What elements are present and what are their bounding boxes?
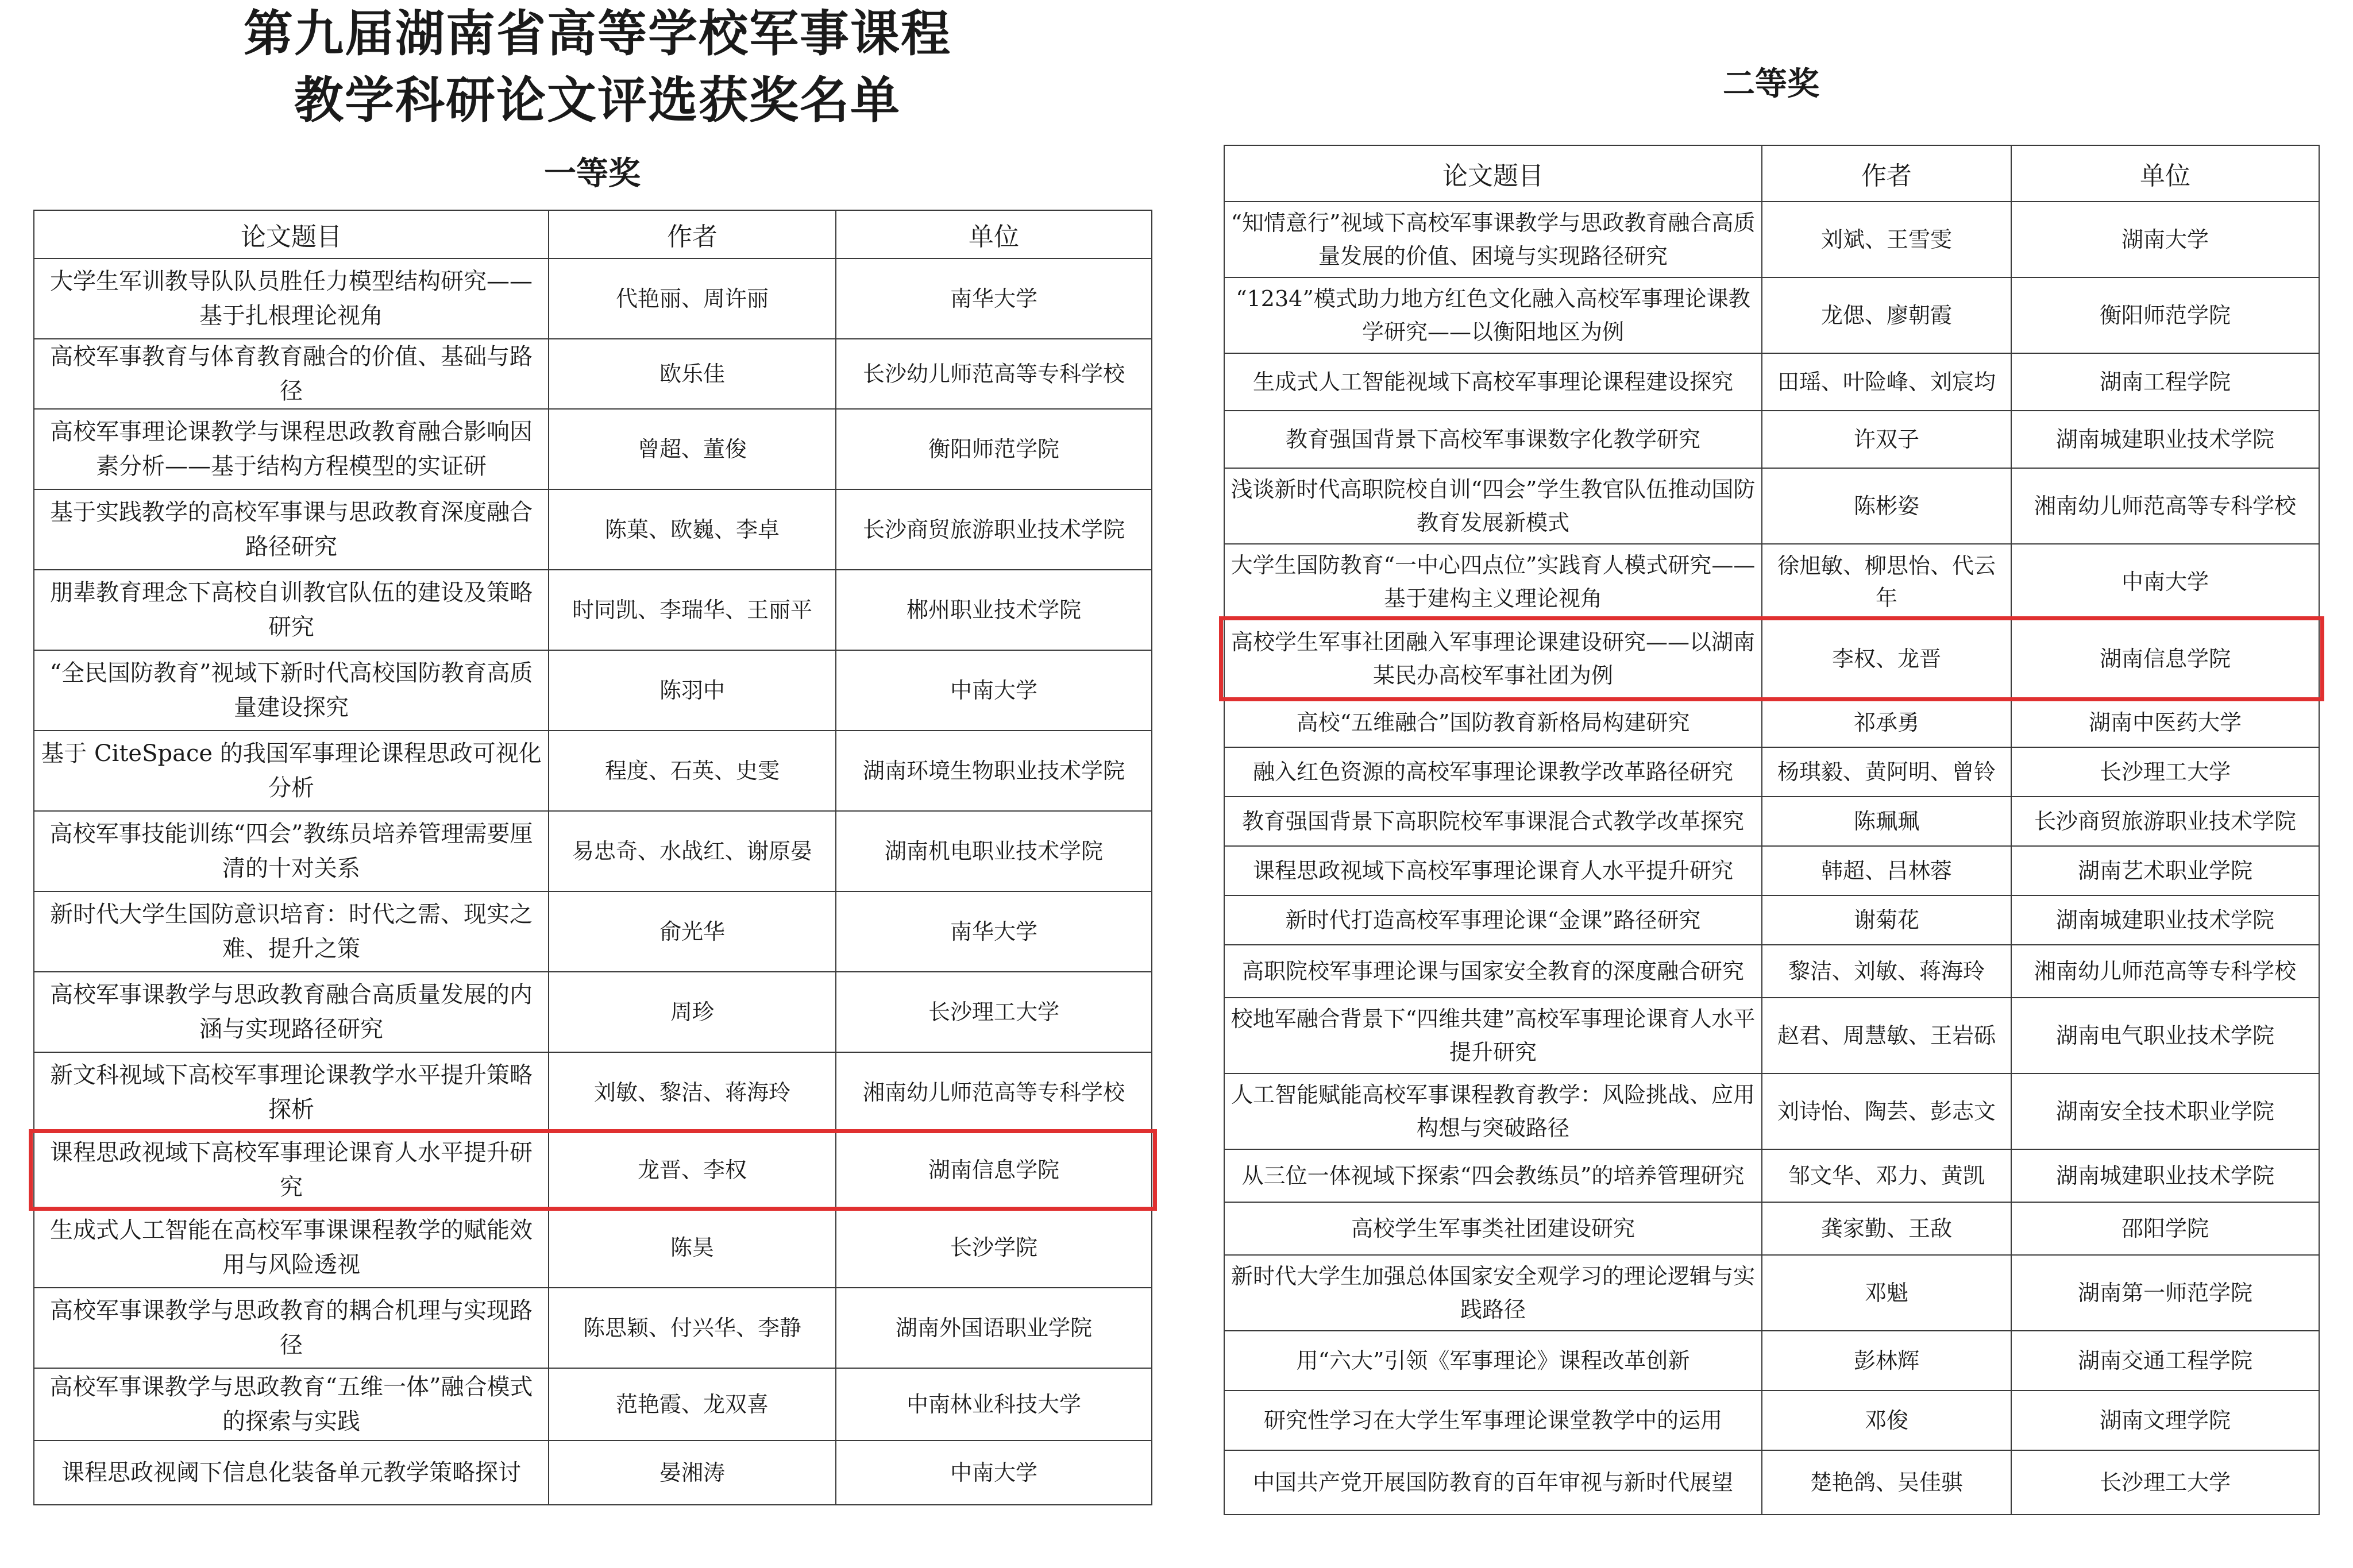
authors-cell: 欧乐佳 <box>549 339 836 409</box>
table-row <box>34 339 1152 409</box>
unit-cell: 衡阳师范学院 <box>2011 277 2319 353</box>
table-row <box>1224 1149 2319 1202</box>
unit-cell: 湖南信息学院 <box>2011 620 2319 698</box>
paper-title-cell: 用“六大”引领《军事理论》课程改革创新 <box>1224 1331 1762 1391</box>
table-row <box>1224 1331 2319 1391</box>
paper-title-cell: 高校军事课教学与思政教育“五维一体”融合模式的探索与实践 <box>34 1368 549 1440</box>
table-row <box>1224 468 2319 544</box>
unit-cell: 湖南机电职业技术学院 <box>836 811 1152 891</box>
paper-title-cell: 新文科视域下高校军事理论课教学水平提升策略探析 <box>34 1052 549 1133</box>
second-prize-table <box>1224 145 2320 1515</box>
authors-cell: 龙晋、李权 <box>549 1133 836 1207</box>
paper-title-cell: 生成式人工智能在高校军事课课程教学的赋能效用与风险透视 <box>34 1207 549 1288</box>
authors-cell: 杨琪毅、黄阿明、曾铃 <box>1762 747 2011 797</box>
unit-cell: 湖南安全技术职业学院 <box>2011 1073 2319 1149</box>
paper-title-cell: 大学生国防教育“一中心四点位”实践育人模式研究——基于建构主义理论视角 <box>1224 544 1762 620</box>
table-row <box>1224 202 2319 277</box>
unit-cell: 湖南大学 <box>2011 202 2319 277</box>
first-prize-heading: 一等奖 <box>544 155 641 192</box>
paper-title-cell: 高校军事教育与体育教育融合的价值、基础与路径 <box>34 339 549 409</box>
table-row <box>1224 998 2319 1073</box>
paper-title-cell: 高校军事技能训练“四会”教练员培养管理需要厘清的十对关系 <box>34 811 549 891</box>
table-row <box>1224 411 2319 468</box>
paper-title-cell: 大学生军训教导队队员胜任力模型结构研究——基于扎根理论视角 <box>34 258 549 339</box>
column-header-authors: 作者 <box>1762 145 2011 202</box>
paper-title-cell: 新时代大学生加强总体国家安全观学习的理论逻辑与实践路径 <box>1224 1255 1762 1331</box>
table-header-row <box>1224 145 2319 202</box>
table-row <box>1224 747 2319 797</box>
unit-cell: 湖南外国语职业学院 <box>836 1288 1152 1368</box>
paper-title-cell: 高校学生军事社团融入军事理论课建设研究——以湖南某民办高校军事社团为例 <box>1224 620 1762 698</box>
table-row <box>34 1440 1152 1505</box>
paper-title-cell: 高校军事课教学与思政教育融合高质量发展的内涵与实现路径研究 <box>34 972 549 1052</box>
table-row <box>1224 544 2319 620</box>
unit-cell: 中南大学 <box>836 1440 1152 1505</box>
table-row <box>34 650 1152 731</box>
table-row <box>1224 1202 2319 1255</box>
authors-cell: 周珍 <box>549 972 836 1052</box>
authors-cell: 韩超、吕林蓉 <box>1762 846 2011 895</box>
authors-cell: 邓俊 <box>1762 1391 2011 1450</box>
table-row <box>1224 1450 2319 1515</box>
column-header-unit: 单位 <box>2011 145 2319 202</box>
table-row <box>34 1207 1152 1288</box>
table-row <box>34 731 1152 811</box>
authors-cell: 龚家勤、王敌 <box>1762 1202 2011 1255</box>
paper-title-cell: 教育强国背景下高职院校军事课混合式教学改革探究 <box>1224 797 1762 846</box>
page-title-line2: 教学科研论文评选获奖名单 <box>294 72 901 129</box>
paper-title-cell: 课程思政视域下高校军事理论课育人水平提升研究 <box>34 1133 549 1207</box>
authors-cell: 刘敏、黎洁、蒋海玲 <box>549 1052 836 1133</box>
paper-title-cell: 浅谈新时代高职院校自训“四会”学生教官队伍推动国防教育发展新模式 <box>1224 468 1762 544</box>
table-row <box>34 489 1152 570</box>
paper-title-cell: 融入红色资源的高校军事理论课教学改革路径研究 <box>1224 747 1762 797</box>
unit-cell: 湖南城建职业技术学院 <box>2011 895 2319 945</box>
paper-title-cell: 高职院校军事理论课与国家安全教育的深度融合研究 <box>1224 945 1762 998</box>
unit-cell: 中南大学 <box>2011 544 2319 620</box>
table-row <box>34 891 1152 972</box>
unit-cell: 中南林业科技大学 <box>836 1368 1152 1440</box>
unit-cell: 湘南幼儿师范高等专科学校 <box>836 1052 1152 1133</box>
table-row <box>34 570 1152 650</box>
table-row <box>1224 353 2319 411</box>
authors-cell: 彭林辉 <box>1762 1331 2011 1391</box>
authors-cell: 陈彬姿 <box>1762 468 2011 544</box>
table-row <box>1224 1255 2319 1331</box>
authors-cell: 祁承勇 <box>1762 698 2011 747</box>
unit-cell: 长沙理工大学 <box>2011 1450 2319 1515</box>
paper-title-cell: 课程思政视阈下信息化装备单元教学策略探讨 <box>34 1440 549 1505</box>
unit-cell: 湖南城建职业技术学院 <box>2011 411 2319 468</box>
authors-cell: 刘斌、王雪雯 <box>1762 202 2011 277</box>
column-header-title: 论文题目 <box>1224 145 1762 202</box>
authors-cell: 代艳丽、周许丽 <box>549 258 836 339</box>
unit-cell: 长沙学院 <box>836 1207 1152 1288</box>
paper-title-cell: 校地军融合背景下“四维共建”高校军事理论课育人水平提升研究 <box>1224 998 1762 1073</box>
authors-cell: 曾超、董俊 <box>549 409 836 489</box>
authors-cell: 陈珮珮 <box>1762 797 2011 846</box>
unit-cell: 长沙理工大学 <box>2011 747 2319 797</box>
paper-title-cell: 教育强国背景下高校军事课数字化教学研究 <box>1224 411 1762 468</box>
paper-title-cell: 高校军事课教学与思政教育的耦合机理与实现路径 <box>34 1288 549 1368</box>
unit-cell: 衡阳师范学院 <box>836 409 1152 489</box>
authors-cell: 邹文华、邓力、黄凯 <box>1762 1149 2011 1202</box>
authors-cell: 谢菊花 <box>1762 895 2011 945</box>
table-row <box>1224 1073 2319 1149</box>
unit-cell: 长沙商贸旅游职业技术学院 <box>836 489 1152 570</box>
table-row <box>34 1133 1152 1207</box>
table-row <box>1224 797 2319 846</box>
unit-cell: 湖南城建职业技术学院 <box>2011 1149 2319 1202</box>
table-row <box>34 811 1152 891</box>
second-prize-heading: 二等奖 <box>1723 65 1819 103</box>
unit-cell: 长沙商贸旅游职业技术学院 <box>2011 797 2319 846</box>
paper-title-cell: 新时代打造高校军事理论课“金课”路径研究 <box>1224 895 1762 945</box>
authors-cell: 陈羽中 <box>549 650 836 731</box>
authors-cell: 楚艳鸽、吴佳骐 <box>1762 1450 2011 1515</box>
unit-cell: 湖南工程学院 <box>2011 353 2319 411</box>
authors-cell: 程度、石英、史雯 <box>549 731 836 811</box>
table-row <box>1224 1391 2319 1450</box>
paper-title-cell: 生成式人工智能视域下高校军事理论课程建设探究 <box>1224 353 1762 411</box>
paper-title-cell: 高校学生军事类社团建设研究 <box>1224 1202 1762 1255</box>
authors-cell: 俞光华 <box>549 891 836 972</box>
authors-cell: 黎洁、刘敏、蒋海玲 <box>1762 945 2011 998</box>
unit-cell: 湖南交通工程学院 <box>2011 1331 2319 1391</box>
table-row <box>1224 846 2319 895</box>
table-header-row <box>34 210 1152 258</box>
paper-title-cell: 高校军事理论课教学与课程思政教育融合影响因素分析——基于结构方程模型的实证研 <box>34 409 549 489</box>
table-row <box>1224 698 2319 747</box>
table-row <box>34 1368 1152 1440</box>
authors-cell: 陈昊 <box>549 1207 836 1288</box>
unit-cell: 邵阳学院 <box>2011 1202 2319 1255</box>
authors-cell: 龙偲、廖朝霞 <box>1762 277 2011 353</box>
paper-title-cell: 基于 CiteSpace 的我国军事理论课程思政可视化分析 <box>34 731 549 811</box>
authors-cell: 邓魁 <box>1762 1255 2011 1331</box>
unit-cell: 南华大学 <box>836 258 1152 339</box>
table-row <box>34 1052 1152 1133</box>
paper-title-cell: 高校“五维融合”国防教育新格局构建研究 <box>1224 698 1762 747</box>
unit-cell: 长沙理工大学 <box>836 972 1152 1052</box>
paper-title-cell: 研究性学习在大学生军事理论课堂教学中的运用 <box>1224 1391 1762 1450</box>
table-row <box>34 1288 1152 1368</box>
authors-cell: 晏湘涛 <box>549 1440 836 1505</box>
authors-cell: 陈菓、欧巍、李卓 <box>549 489 836 570</box>
unit-cell: 南华大学 <box>836 891 1152 972</box>
paper-title-cell: 从三位一体视域下探索“四会教练员”的培养管理研究 <box>1224 1149 1762 1202</box>
authors-cell: 陈思颖、付兴华、李静 <box>549 1288 836 1368</box>
unit-cell: 湖南文理学院 <box>2011 1391 2319 1450</box>
unit-cell: 湖南环境生物职业技术学院 <box>836 731 1152 811</box>
paper-title-cell: 中国共产党开展国防教育的百年审视与新时代展望 <box>1224 1450 1762 1515</box>
authors-cell: 许双子 <box>1762 411 2011 468</box>
authors-cell: 徐旭敏、柳思怡、代云年 <box>1762 544 2011 620</box>
authors-cell: 李权、龙晋 <box>1762 620 2011 698</box>
table-row <box>34 972 1152 1052</box>
table-row <box>1224 895 2319 945</box>
paper-title-cell: 课程思政视域下高校军事理论课育人水平提升研究 <box>1224 846 1762 895</box>
authors-cell: 时同凯、李瑞华、王丽平 <box>549 570 836 650</box>
authors-cell: 易忠奇、水战红、谢原晏 <box>549 811 836 891</box>
paper-title-cell: “全民国防教育”视域下新时代高校国防教育高质量建设探究 <box>34 650 549 731</box>
unit-cell: 郴州职业技术学院 <box>836 570 1152 650</box>
table-row <box>1224 945 2319 998</box>
paper-title-cell: 基于实践教学的高校军事课与思政教育深度融合路径研究 <box>34 489 549 570</box>
table-row <box>1224 277 2319 353</box>
unit-cell: 湖南中医药大学 <box>2011 698 2319 747</box>
column-header-title: 论文题目 <box>34 210 549 258</box>
paper-title-cell: 朋辈教育理念下高校自训教官队伍的建设及策略研究 <box>34 570 549 650</box>
authors-cell: 刘诗怡、陶芸、彭志文 <box>1762 1073 2011 1149</box>
column-header-unit: 单位 <box>836 210 1152 258</box>
unit-cell: 湖南信息学院 <box>836 1133 1152 1207</box>
first-prize-table <box>33 210 1152 1505</box>
paper-title-cell: 人工智能赋能高校军事课程教育教学：风险挑战、应用构想与突破路径 <box>1224 1073 1762 1149</box>
column-header-authors: 作者 <box>549 210 836 258</box>
authors-cell: 田瑶、叶险峰、刘宸均 <box>1762 353 2011 411</box>
paper-title-cell: 新时代大学生国防意识培育：时代之需、现实之难、提升之策 <box>34 891 549 972</box>
paper-title-cell: “知情意行”视域下高校军事课教学与思政教育融合高质量发展的价值、困境与实现路径研究 <box>1224 202 1762 277</box>
unit-cell: 湘南幼儿师范高等专科学校 <box>2011 945 2319 998</box>
table-row <box>34 258 1152 339</box>
unit-cell: 湘南幼儿师范高等专科学校 <box>2011 468 2319 544</box>
unit-cell: 长沙幼儿师范高等专科学校 <box>836 339 1152 409</box>
paper-title-cell: “1234”模式助力地方红色文化融入高校军事理论课教学研究——以衡阳地区为例 <box>1224 277 1762 353</box>
table-row <box>34 409 1152 489</box>
unit-cell: 湖南电气职业技术学院 <box>2011 998 2319 1073</box>
unit-cell: 中南大学 <box>836 650 1152 731</box>
authors-cell: 赵君、周慧敏、王岩砾 <box>1762 998 2011 1073</box>
unit-cell: 湖南艺术职业学院 <box>2011 846 2319 895</box>
page-title-line1: 第九届湖南省高等学校军事课程 <box>244 5 951 63</box>
unit-cell: 湖南第一师范学院 <box>2011 1255 2319 1331</box>
authors-cell: 范艳霞、龙双喜 <box>549 1368 836 1440</box>
table-row <box>1224 620 2319 698</box>
